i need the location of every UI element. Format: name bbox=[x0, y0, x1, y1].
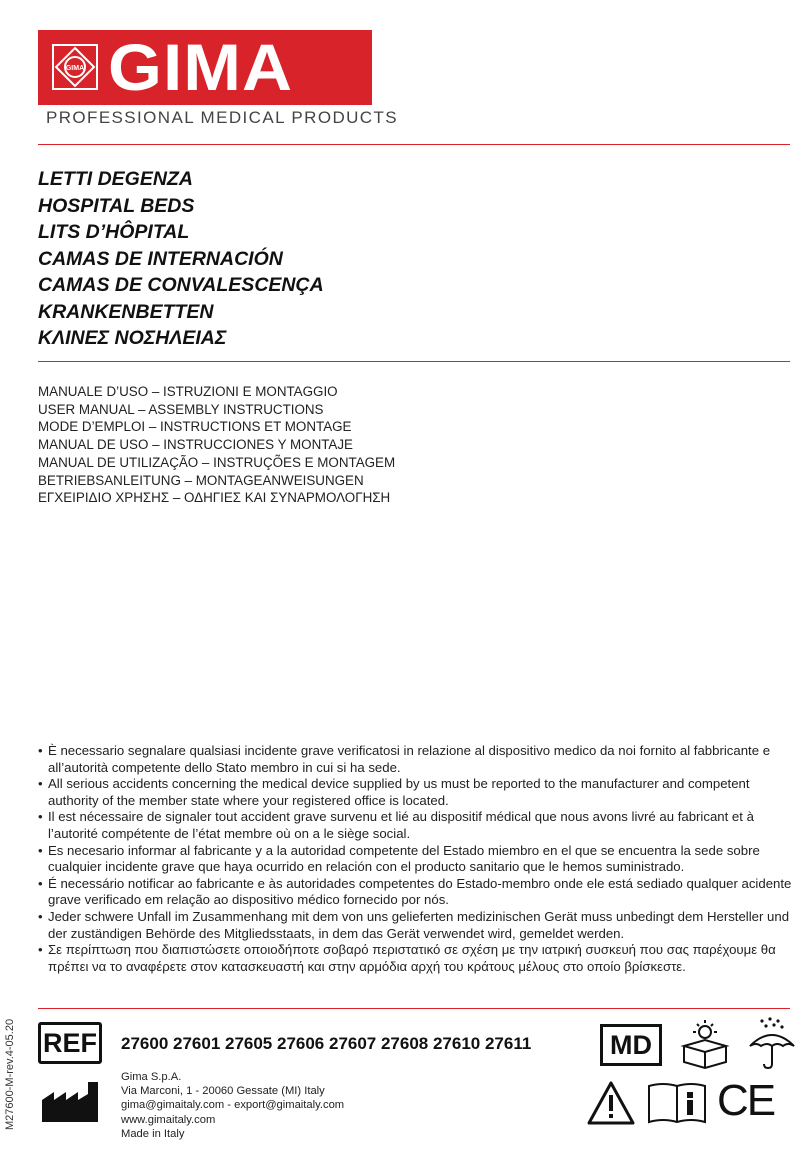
title-en: HOSPITAL BEDS bbox=[38, 194, 195, 217]
notice-de: • Jeder schwere Unfall im Zusammenhang mit dem von uns gelieferten medizinischen Gerät muss unbedingt dem Hersteller und der zuständigen Behörde des Mitgliedsstaats, in dem das Gerät verwendet wird, gemeldet werden. bbox=[38, 909, 792, 942]
manual-de: BETRIEBSANLEITUNG – MONTAGEANWEISUNGEN bbox=[38, 472, 364, 488]
notice-en: • All serious accidents concerning the medical device supplied by us must be reported to the manufacturer and competent authority of the member state where your registered office is located. bbox=[38, 776, 792, 809]
title-it: LETTI DEGENZA bbox=[38, 168, 193, 190]
company-name: Gima S.p.A. bbox=[121, 1071, 182, 1083]
manufacturer-info bbox=[121, 1070, 344, 1141]
divider bbox=[38, 1008, 790, 1009]
title-gr: ΚΛΙΝΕΣ ΝΟΣΗΛΕΙΑΣ bbox=[38, 327, 227, 349]
brand-name: GIMA bbox=[108, 30, 294, 104]
manufacturer-icon bbox=[40, 1078, 104, 1124]
notice-fr: • Il est nécessaire de signaler tout accident grave survenu et lié au dispositif médical que nous avons livré au fabricant et à l’autorité compétente de l’état membre où on a le siège social. bbox=[38, 809, 792, 842]
notice-it: • È necessario segnalare qualsiasi incidente grave verificatosi in relazione al dispositivo medico da noi fornito al fabbricante e all’autorità competente dello Stato membro in cui si ha sede. bbox=[38, 743, 792, 776]
medical-device-symbol: MD bbox=[600, 1024, 662, 1066]
manual-en: USER MANUAL – ASSEMBLY INSTRUCTIONS bbox=[38, 401, 324, 417]
manual-es: MANUAL DE USO – INSTRUCCIONES Y MONTAJE bbox=[38, 437, 353, 453]
ref-codes: 27600 27601 27605 27606 27607 27608 27610 27611 bbox=[121, 1034, 532, 1053]
company-emails: gima@gimaitaly.com - export@gimaitaly.com bbox=[121, 1099, 345, 1112]
keep-dry-icon bbox=[746, 1016, 798, 1070]
gima-logo bbox=[38, 30, 372, 105]
caution-icon bbox=[586, 1080, 636, 1126]
notice-pt: • É necessário notificar ao fabricante e às autoridades competentes do Estado-membro onde ele está sediado qualquer acidente grave verificado em relação ao dispositivo médico fornecido por nós. bbox=[38, 876, 792, 909]
document-code: M27600-M-rev.4-05.20 bbox=[4, 1018, 16, 1130]
divider bbox=[38, 361, 790, 362]
keep-away-from-sunlight-icon bbox=[678, 1018, 732, 1070]
consult-instructions-icon bbox=[647, 1080, 707, 1124]
title-pt: CAMAS DE CONVALESCENÇA bbox=[38, 274, 324, 296]
divider bbox=[38, 144, 790, 145]
manual-fr: MODE D’EMPLOI – INSTRUCTIONS ET MONTAGE bbox=[38, 419, 352, 435]
ce-mark-icon: CE bbox=[717, 1076, 775, 1125]
manual-it: MANUALE D’USO – ISTRUZIONI E MONTAGGIO bbox=[38, 384, 338, 399]
product-titles bbox=[38, 166, 324, 352]
manual-gr: ΕΓΧΕΙΡΙΔΙΟ ΧΡΗΣΗΣ – ΟΔΗΓΙΕΣ ΚΑΙ ΣΥΝΑΡΜΟΛΟΓΗΣΗ bbox=[38, 490, 391, 506]
notice-gr: • Σε περίπτωση που διαπιστώσετε οποιοδήποτε σοβαρό περιστατικό σε σχέση με την ιατρική συσκευή που σας παρέχουμε θα πρέπει να το αναφέρετε στον κατασκευαστή και στην αρμόδια αρχή του κράτους μέλους στο οποίο βρίσκεστε. bbox=[38, 942, 792, 975]
manual-types bbox=[38, 383, 395, 507]
svg-text:GIMA: GIMA bbox=[65, 65, 85, 72]
title-es: CAMAS DE INTERNACIÓN bbox=[38, 247, 283, 270]
made-in: Made in Italy bbox=[121, 1127, 185, 1140]
brand-tagline: PROFESSIONAL MEDICAL PRODUCTS bbox=[46, 108, 399, 127]
title-de: KRANKENBETTEN bbox=[38, 300, 214, 323]
ref-symbol: REF bbox=[38, 1022, 102, 1064]
notice-es: • Es necesario informar al fabricante y a la autoridad competente del Estado miembro en el que se encuentra la sede sobre cualquier incidente grave que haya ocurrido en relación con el producto sanitario que le hemos suministrado. bbox=[38, 843, 792, 876]
company-website: www.gimaitaly.com bbox=[121, 1113, 216, 1126]
manual-pt: MANUAL DE UTILIZAÇÃO – INSTRUÇÕES E MONTAGEM bbox=[38, 454, 396, 470]
incident-notices bbox=[38, 743, 792, 975]
company-address: Via Marconi, 1 - 20060 Gessate (MI) Italy bbox=[121, 1085, 325, 1098]
title-fr: LITS D’HÔPITAL bbox=[38, 221, 190, 243]
gima-emblem-icon bbox=[52, 44, 98, 90]
